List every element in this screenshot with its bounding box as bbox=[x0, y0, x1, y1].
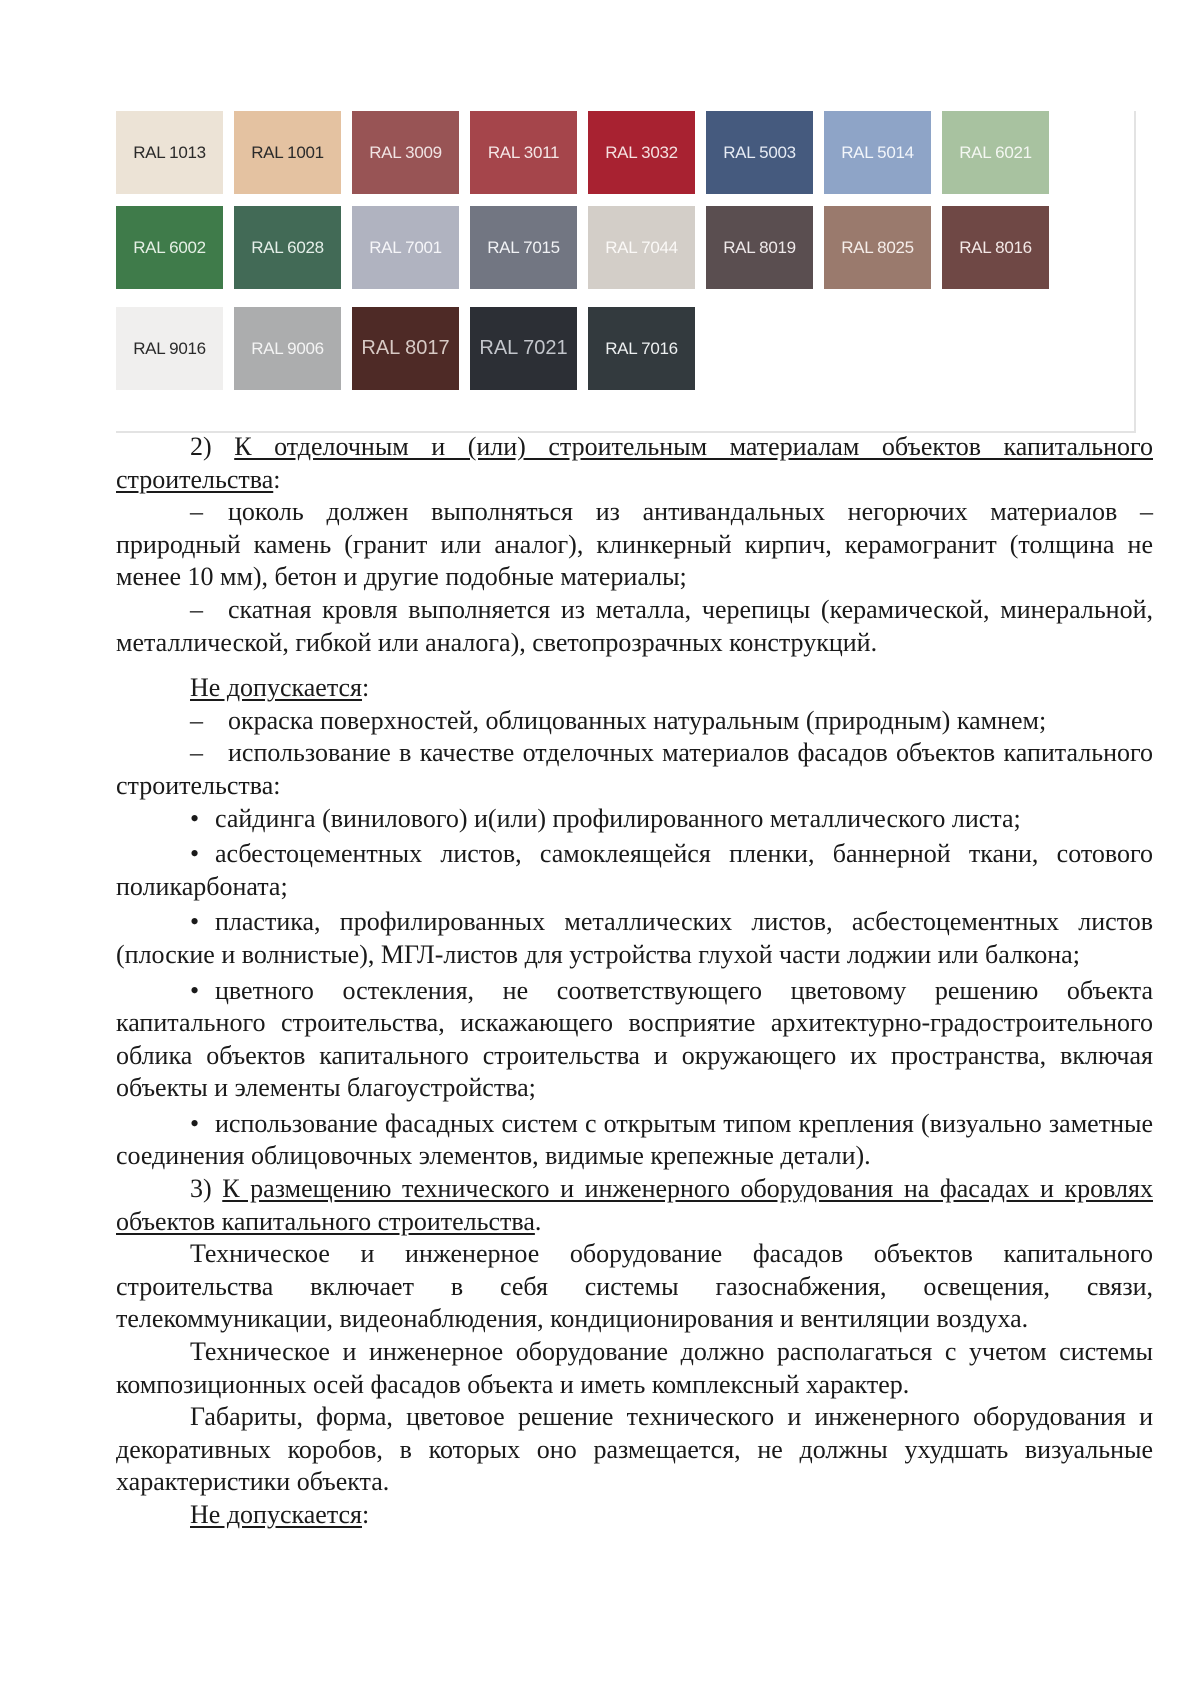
color-swatch: RAL 5003 bbox=[706, 111, 813, 194]
requirement-item: – скатная кровля выполняется из металла, черепицы (керамической, минеральной, металлической, гибкой или аналога), светопрозрачных конструкций. bbox=[116, 594, 1153, 657]
not-allowed-heading: Не допускается: bbox=[190, 1500, 370, 1529]
color-swatch: RAL 3032 bbox=[588, 111, 695, 194]
color-swatch: RAL 8016 bbox=[942, 206, 1049, 289]
prohibition-item: – окраска поверхностей, облицованных натуральным (природным) камнем; bbox=[190, 705, 1047, 735]
color-swatch: RAL 6028 bbox=[234, 206, 341, 289]
color-swatch: RAL 1013 bbox=[116, 111, 223, 194]
color-swatch: RAL 3009 bbox=[352, 111, 459, 194]
color-swatch: RAL 8019 bbox=[706, 206, 813, 289]
prohibition-item: – использование в качестве отделочных материалов фасадов объектов капитального строительства: bbox=[116, 738, 1153, 800]
color-swatch: RAL 7044 bbox=[588, 206, 695, 289]
color-swatch: RAL 3011 bbox=[470, 111, 577, 194]
color-swatch: RAL 7001 bbox=[352, 206, 459, 289]
color-swatch: RAL 7015 bbox=[470, 206, 577, 289]
color-swatch: RAL 8025 bbox=[824, 206, 931, 289]
ral-color-palette bbox=[116, 111, 1136, 433]
bullet-item: • асбестоцементных листов, самоклеящейся пленки, баннерной ткани, сотового поликарбоната; bbox=[116, 839, 1153, 901]
color-swatch: RAL 1001 bbox=[234, 111, 341, 194]
color-swatch: RAL 9006 bbox=[234, 307, 341, 390]
color-swatch: RAL 6002 bbox=[116, 206, 223, 289]
section-3-heading: 3) К размещению технического и инженерного оборудования на фасадах и кровлях объектов капитального строительства. bbox=[116, 1174, 1153, 1236]
not-allowed-heading: Не допускается: bbox=[190, 673, 370, 703]
color-swatch: RAL 5014 bbox=[824, 111, 931, 194]
section-2-title: К отделочным и (или) строительным материалам объектов капитального строительства bbox=[116, 432, 1153, 494]
bullet-item: • цветного остекления, не соответствующего цветовому решению объекта капитального строительства, искажающего восприятие архитектурно-градостроительного облика объектов капитального строительства и окружающего их пространства, включая объекты и элементы благоустройства; bbox=[116, 975, 1153, 1103]
section-2-heading: 2) К отделочным и (или) строительным материалам объектов капитального строительства: bbox=[116, 432, 1153, 494]
color-swatch: RAL 6021 bbox=[942, 111, 1049, 194]
paragraph: Габариты, форма, цветовое решение технического и инженерного оборудования и декоративных коробов, в которых оно размещается, не должны ухудшать визуальные характеристики объекта. bbox=[116, 1402, 1153, 1497]
section-3-title: К размещению технического и инженерного оборудования на фасадах и кровлях объектов капитального строительства bbox=[116, 1174, 1153, 1236]
paragraph: Техническое и инженерное оборудование должно располагаться с учетом системы композиционных осей фасадов объекта и иметь комплексный характер. bbox=[116, 1337, 1153, 1399]
bullet-item: • использование фасадных систем с открытым типом крепления (визуально заметные соединения облицовочных элементов, видимые крепежные детали). bbox=[116, 1108, 1153, 1171]
bullet-item: • сайдинга (винилового) и(или) профилированного металлического листа; bbox=[190, 803, 1021, 833]
color-swatch: RAL 8017 bbox=[352, 307, 459, 390]
color-swatch: RAL 9016 bbox=[116, 307, 223, 390]
document-body bbox=[116, 431, 1153, 1532]
paragraph: Техническое и инженерное оборудование фасадов объектов капитального строительства включает в себя системы газоснабжения, освещения, связи, телекоммуникации, видеонаблюдения, кондиционирования и вентиляции воздуха. bbox=[116, 1239, 1153, 1334]
requirement-item: – цоколь должен выполняться из антивандальных негорючих материалов – природный камень (гранит или аналог), клинкерный кирпич, керамогранит (толщина не менее 10 мм), бетон и другие подобные материалы; bbox=[116, 497, 1153, 592]
color-swatch: RAL 7016 bbox=[588, 307, 695, 390]
bullet-item: • пластика, профилированных металлических листов, асбестоцементных листов (плоские и волнистые), МГЛ-листов для устройства глухой части лоджии или балкона; bbox=[116, 907, 1153, 969]
color-swatch: RAL 7021 bbox=[470, 307, 577, 390]
